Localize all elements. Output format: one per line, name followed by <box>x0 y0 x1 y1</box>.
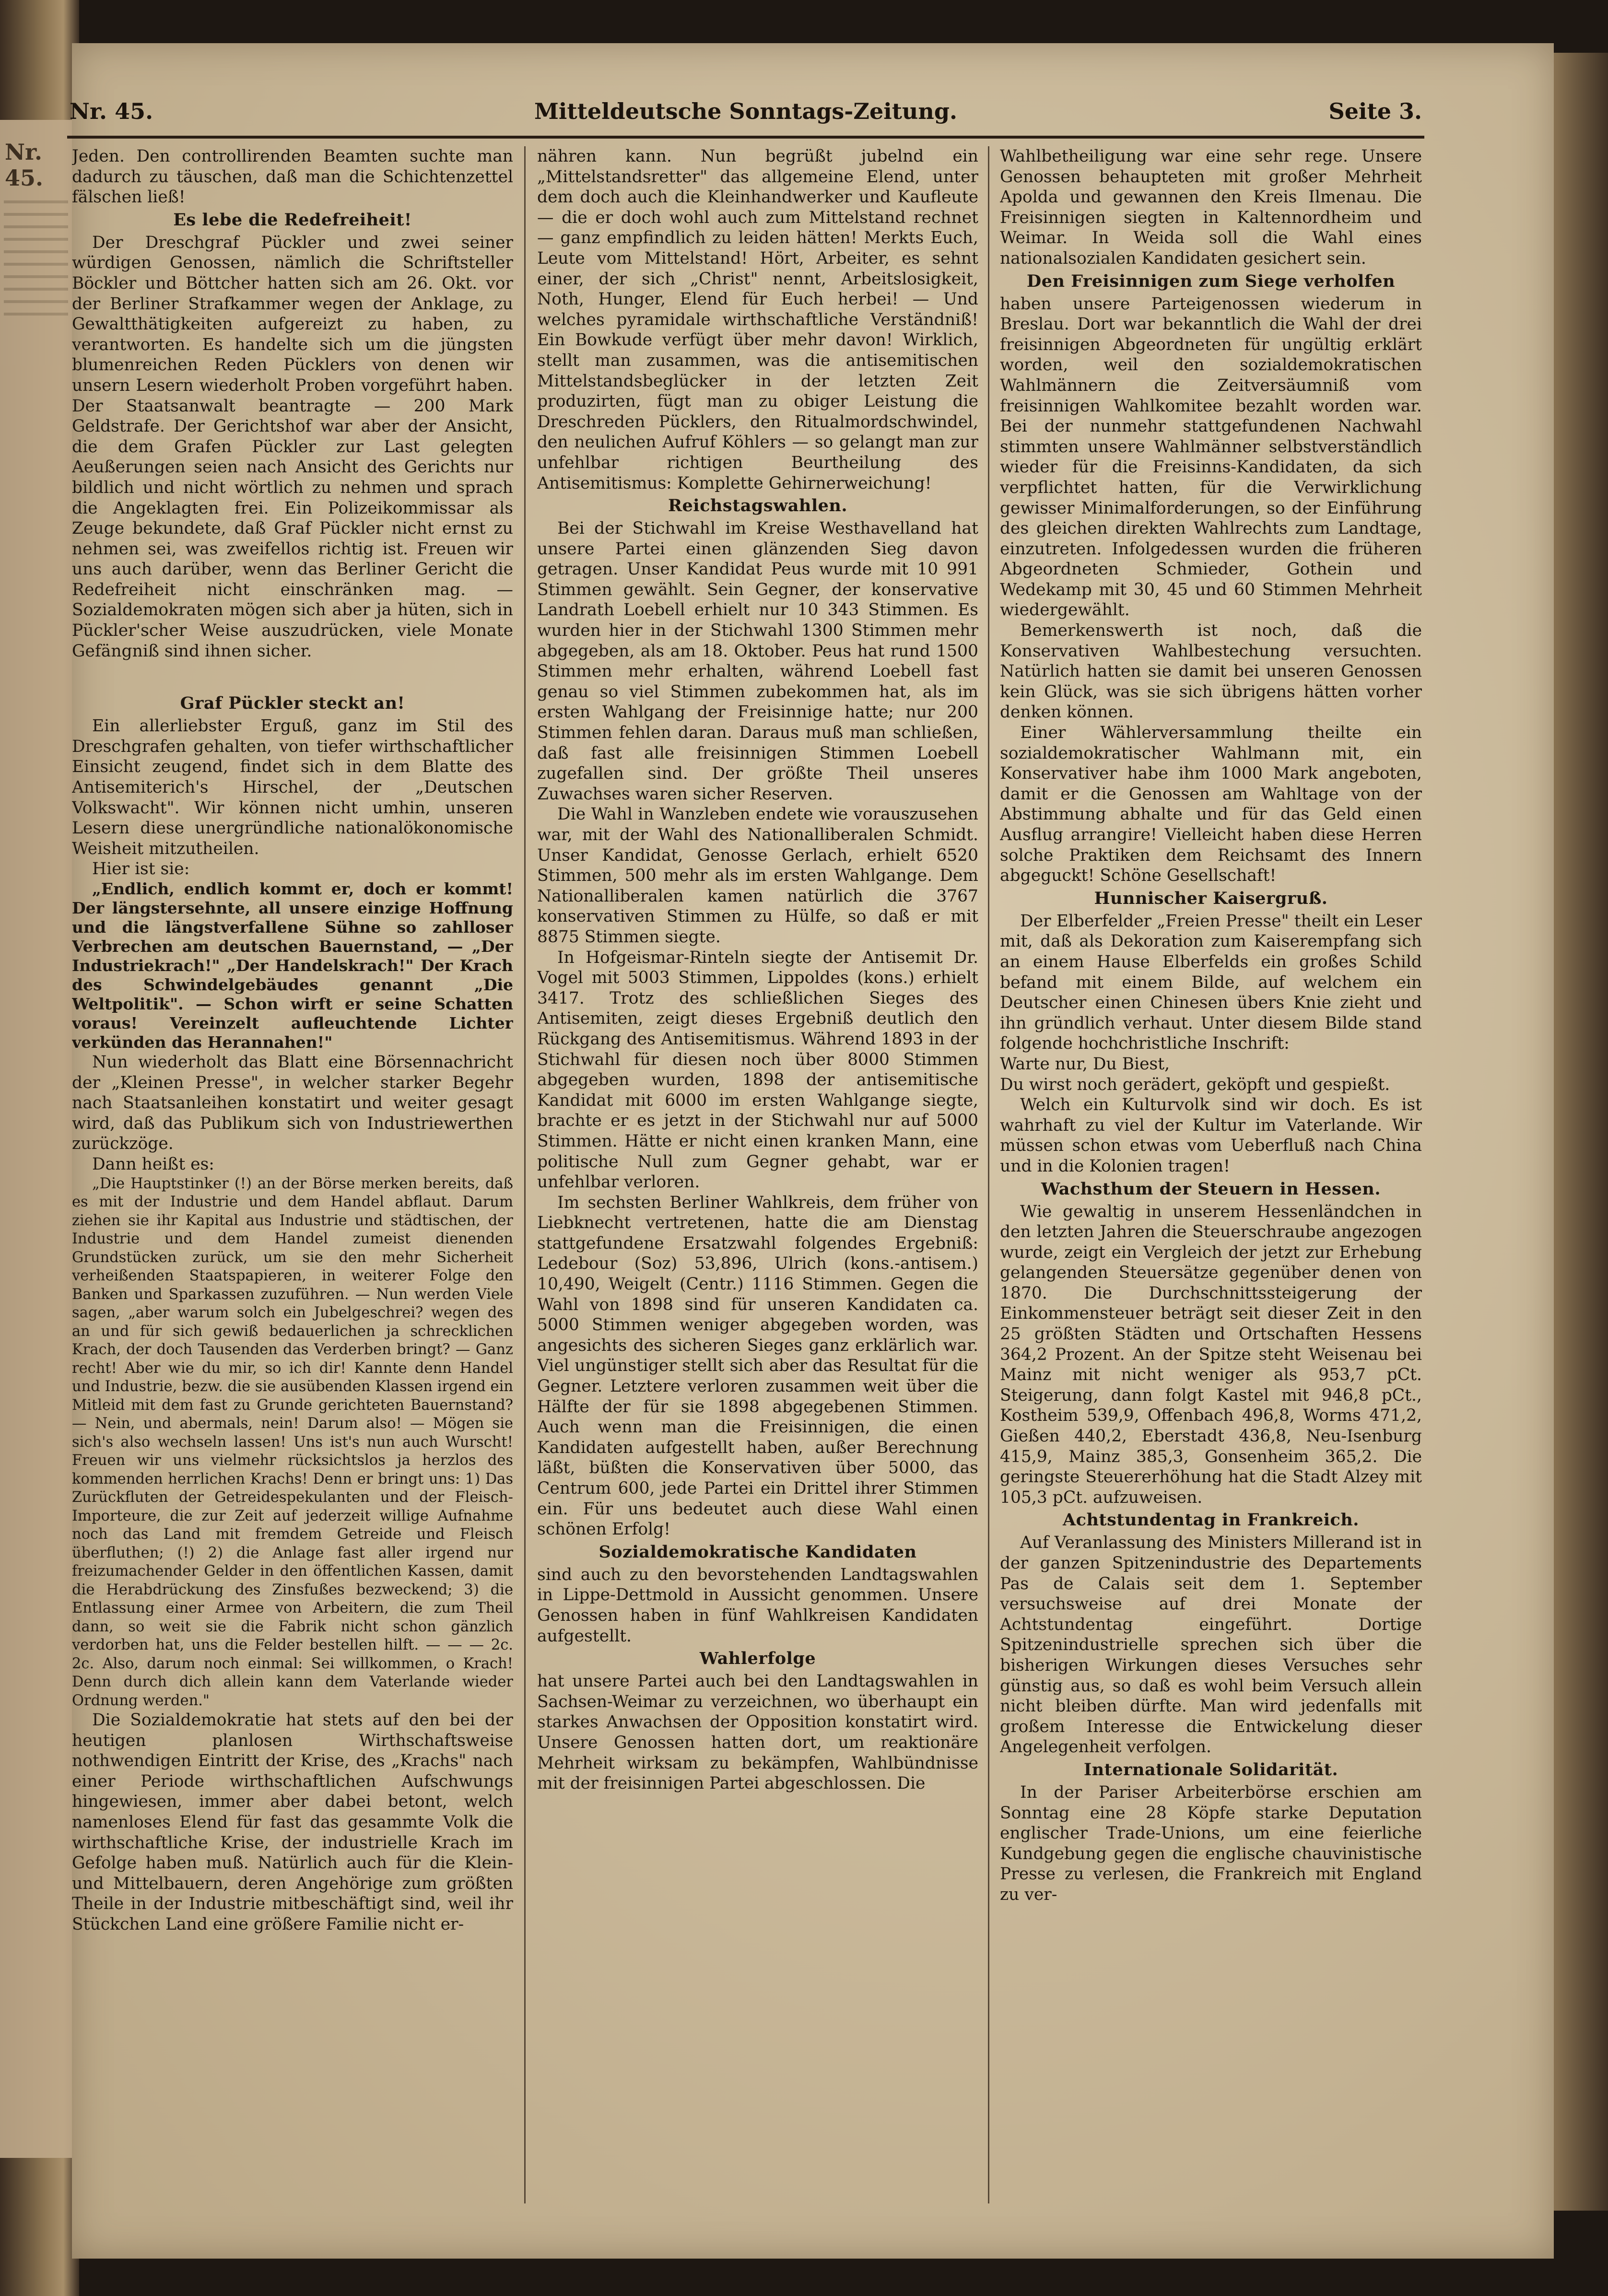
headline-achtstundentag: Achtstundentag in Frankreich. <box>1063 1510 1359 1530</box>
previous-page-edge <box>0 120 72 2158</box>
page-stack-edge <box>1553 53 1608 2211</box>
column-3 <box>1000 146 1422 2218</box>
column-1 <box>72 146 513 2218</box>
inscription-line: Warte nur, Du Biest, <box>1000 1054 1170 1074</box>
article-continuation: Jeden. Den controllirenden Beamten suchte man dadurch zu täuschen, daß man die Schichtenzettel fälschen ließ! <box>72 147 513 207</box>
column-rule-1 <box>524 146 526 2203</box>
page-number: Seite 3. <box>1328 98 1422 124</box>
column-2 <box>537 146 978 2218</box>
article-paragraph: Der Elberfelder „Freien Presse" theilt ein Leser mit, daß als Dekoration zum Kaiserempfang sich an einem Hause Elberfelds ein großes Schild befand mit einem Bilde, auf welchem ein Deutscher einen Chinesen übers Knie zieht und ihn gründlich verhaut. Unter diesem Bilde stand folgende hochchristliche Inschrift: <box>1000 911 1422 1054</box>
article-paragraph: Ein allerliebster Erguß, ganz im Stil des Dreschgrafen gehalten, von tiefer wirthschaftlicher Einsicht zeugend, findet sich in dem Blatte des Antisemiterich's Hirschel, der „Deutschen Volkswacht". Wir können nicht umhin, unseren Lesern diese unergründliche nationalökonomische Weisheit mitzutheilen. <box>72 716 513 858</box>
article-continuation: nähren kann. Nun begrüßt jubelnd ein „Mittelstandsretter" das allgemeine Elend, unter dem doch auch die Kleinhandwerker und Kaufleute — die er doch wohl auch zum Mittelstand rechnet — ganz empfindlich zu leiden hätten! Merkts Euch, Leute vom Mittelstand! Hört, Arbeiter, es sehnt einer, der sich „Christ" nennt, Arbeitslosigkeit, Noth, Hunger, Elend für Euch herbei! — Und welches pyramidale wirthschaftliche Verständniß! Ein Bowkude verfügt über mehr davon! Wirklich, stellt man zusammen, was die antisemitischen Mittelstandsbeglücker in der letzten Zeit produzirten, fügt man zu obiger Leistung die Dreschreden Pücklers, den Ritualmordschwindel, den neulichen Aufruf Köhlers — so gelangt man zur unfehlbar richtigen Beurtheilung des Antisemitismus: Komplette Gehirnerweichung! <box>537 147 978 493</box>
headline-reichstagswahlen: Reichstagswahlen. <box>668 496 848 516</box>
article-paragraph: hat unsere Partei auch bei den Landtagswahlen in Sachsen-Weimar zu verzeichnen, wo überhaupt ein starkes Anwachsen der Opposition konstatirt wird. Unsere Genossen hatten dort, um reaktionäre Mehrheit wirksam zu bekämpfen, Wahlbündnisse mit der freisinnigen Partei abgeschlossen. Die <box>537 1672 978 1793</box>
article-paragraph: sind auch zu den bevorstehenden Landtagswahlen in Lippe-Dettmold in Aussicht genommen. Unsere Genossen haben in fünf Wahlkreisen Kandidaten aufgestellt. <box>537 1565 978 1646</box>
newspaper-title: Mitteldeutsche Sonntags-Zeitung. <box>534 98 958 124</box>
article-paragraph: Bemerkenswerth ist noch, daß die Konservativen Wahlbestechung versuchten. Natürlich hatten sie damit bei unseren Genossen kein Glück, was sie sich übrigens hätten vorher denken können. <box>1000 621 1422 722</box>
article-paragraph: Bei der Stichwahl im Kreise Westhavelland hat unsere Partei einen glänzenden Sieg davon getragen. Unser Kandidat Peus wurde mit 10 991 Stimmen gewählt. Sein Gegner, der konservative Landrath Loebell erhielt nur 10 343 Stimmen. Es wurden hier in der Stichwahl 1300 Stimmen mehr abgegeben, als am 18. Oktober. Peus hat rund 1500 Stimmen mehr erhalten, während Loebell fast genau so viel Stimmen zubekommen hat, als im ersten Wahlgang der Freisinnige hatte; nur 200 Stimmen fehlen daran. Daraus muß man schließen, daß fast alle freisinnigen Stimmen Loebell zugefallen sind. Der größte Theil unseres Zuwachses waren sicher Reserven. <box>537 519 978 804</box>
previous-page-header: Nr. 45. <box>5 139 44 191</box>
article-paragraph: Dann heißt es: <box>92 1154 214 1174</box>
article-continuation: Wahlbetheiligung war eine sehr rege. Unsere Genossen behaupteten mit großer Mehrheit Apolda und gewannen den Kreis Ilmenau. Die Freisinnigen siegten in Kaltennordheim und Weimar. In Weida soll die Wahl eines nationalsozialen Kandidaten gesichert sein. <box>1000 147 1422 268</box>
article-paragraph: Die Wahl in Wanzleben endete wie vorauszusehen war, mit der Wahl des Nationalliberalen Schmidt. Unser Kandidat, Genosse Gerlach, erhielt 6520 Stimmen, 500 mehr als im ersten Wahlgange. Dem Nationalliberalen kamen natürlich die 3767 konservativen Stimmen zu Hülfe, so daß er mit 8875 Stimmen siegte. <box>537 805 978 947</box>
quotation: „Endlich, endlich kommt er, doch er kommt! Der längstersehnte, all unsere einzige Hoffnung und die längstverfallene Sühne so zahlloser Verbrechen am deutschen Bauernstand, — „Der Industriekrach!" „Der Handelskrach!" Der Krach des Schwindelgebäudes genannt „Die Weltpolitik". — Schon wirft er seine Schatten voraus! Vereinzelt aufleuchtende Lichter verkünden das Herannahen!" <box>72 879 513 1052</box>
headline-solidaritaet: Internationale Solidarität. <box>1083 1759 1338 1780</box>
article-paragraph: In Hofgeismar-Rinteln siegte der Antisemit Dr. Vogel mit 5003 Stimmen, Lippoldes (kons.) erhielt 3417. Trotz des schließlichen Sieges des Antisemiten, zeigt dieses Ergebniß deutlich den Rückgang des Antisemitismus. Während 1893 in der Stichwahl für diesen noch über 8000 Stimmen abgegeben wurden, 1898 der antisemitische Kandidat mit 6000 im ersten Wahlgange siegte, brachte er es jetzt in der Stichwahl nur auf 5000 Stimmen. Hätte er nicht einen kranken Mann, eine politische Null zum Gegner gehabt, war er unfehlbar verloren. <box>537 948 978 1192</box>
article-paragraph: Nun wiederholt das Blatt eine Börsennachricht der „Kleinen Presse", in welcher starker Begehr nach Staatsanleihen konstatirt und weiter gesagt wird, daß das Publikum sich von Industriewerthen zurückzöge. <box>72 1053 513 1154</box>
headline-kandidaten: Sozialdemokratische Kandidaten <box>599 1542 917 1562</box>
quotation: „Die Hauptstinker (!) an der Börse merken bereits, daß es mit der Industrie und dem Handel abflaut. Darum ziehen sie ihr Kapital aus Industrie und städtischen, der Industrie und dem Handel zumeist dienenden Grundstücken zurück, um sie den mehr Sicherheit verheißenden Staatspapieren, in weiterer Folge den Banken und Sparkassen zuzuführen. — Nun werden Viele sagen, „aber warum solch ein Jubelgeschrei? wegen des an und für sich gewiß bedauerlichen ja schrecklichen Krach, der doch Tausenden das Verderben bringt? — Ganz recht! Aber wie du mir, so ich dir! Kannte denn Handel und Industrie, bezw. die sie ausübenden Klassen irgend ein Mitleid mit dem fast zu Grunde gerichteten Bauernstand? — Nein, und abermals, nein! Darum also! — Mögen sie sich's also wechseln lassen! Uns ist's nun auch Wurscht! Freuen wir uns vielmehr rücksichtslos ja herzlos des kommenden herrlichen Krachs! Denn er bringt uns: 1) Das Zurückfluten der Getreidespekulanten und der Fleisch-Importeure, die zur Zeit auf jederzeit willige Aufnahme noch das Land mit fremdem Getreide und Fleisch überfluthen; (!) 2) die Anlage fast aller irgend nur freizumachender Gelder in den öffentlichen Kassen, damit die Herabdrückung des Zinsfußes bezweckend; 3) die Entlassung einer Armee von Arbeitern, die zum Theil dann, so weit sie die Fabrik nicht schon gänzlich verdorben hat, uns die Felder bestellen hilft. — — — 2c. 2c. Also, darum noch einmal: Sei willkommen, o Krach! Denn durch dich allein kann dem Vaterlande wieder Ordnung werden." <box>72 1175 513 1709</box>
headline-wahlerfolge: Wahlerfolge <box>699 1649 816 1669</box>
headline-pueckler: Graf Pückler steckt an! <box>180 693 405 714</box>
headline-steuern-hessen: Wachsthum der Steuern in Hessen. <box>1041 1179 1381 1199</box>
inscription-line: Du wirst noch gerädert, geköpft und gespießt. <box>1000 1075 1390 1094</box>
headline-redefreiheit: Es lebe die Redefreiheit! <box>173 210 412 230</box>
article-paragraph: Auf Veranlassung des Ministers Millerand ist in der ganzen Spitzenindustrie des Departements Pas de Calais seit dem 1. September versuchsweise auf drei Monate der Achtstundentag eingeführt. Dortige Spitzenindustrielle sprechen sich über die bisherigen Wirkungen dieses Versuches sehr günstig aus, so daß es wohl beim Versuch allein nicht bleiben dürfte. Man wird jedenfalls mit großem Interesse die Entwickelung dieser Angelegenheit verfolgen. <box>1000 1533 1422 1757</box>
article-paragraph: Hier ist sie: <box>92 859 190 879</box>
article-paragraph: Wie gewaltig in unserem Hessenländchen in den letzten Jahren die Steuerschraube angezogen wurde, zeigt ein Vergleich der jetzt zur Erhebung gelangenden Steuersätze gegenüber denen von 1870. Die Durchschnittssteigerung der Einkommensteuer beträgt seit dieser Zeit in den 25 größten Städten und Ortschaften Hessens 364,2 Prozent. An der Spitze steht Weisenau bei Mainz mit nicht weniger als 953,7 pCt. Steigerung, dann folgt Kastel mit 946,8 pCt., Kostheim 539,9, Offenbach 496,8, Worms 471,2, Gießen 440,2, Eberstadt 436,8, Neu-Isenburg 415,9, Mainz 385,3, Gonsenheim 365,2. Die geringste Steuererhöhung hat die Stadt Alzey mit 105,3 pCt. aufzuweisen. <box>1000 1202 1422 1507</box>
article-paragraph: Die Sozialdemokratie hat stets auf den bei der heutigen planlosen Wirthschaftsweise nothwendigen Eintritt der Krise, des „Krachs" nach einer Periode wirthschaftlichen Aufschwungs hingewiesen, immer aber dabei betont, welch namenloses Elend für fast das gesammte Volk die wirthschaftliche Krise, der industrielle Krach im Gefolge haben muß. Natürlich auch für die Klein- und Mittelbauern, deren Angehörige zum größten Theile in der Industrie mitbeschäftigt sind, weil ihr Stückchen Land eine größere Familie nicht er- <box>72 1710 513 1934</box>
header-rule <box>67 136 1424 139</box>
article-paragraph: Einer Wählerversammlung theilte ein sozialdemokratischer Wahlmann mit, ein Konservativer habe ihm 1000 Mark angeboten, damit er die Genossen am Wahltage von der Abstimmung abhalte und für das Geld einen Ausflug arrangire! Vielleicht haben diese Herren solche Praktiken dem Reichsamt des Innern abgeguckt! Schöne Gesellschaft! <box>1000 723 1422 886</box>
article-paragraph: In der Pariser Arbeiterbörse erschien am Sonntag eine 28 Köpfe starke Deputation englischer Trade-Unions, um eine feierliche Kundgebung gegen die englische chauvinistische Presse zu verlesen, die Frankreich mit England zu ver- <box>1000 1782 1422 1904</box>
article-paragraph: haben unsere Parteigenossen wiederum in Breslau. Dort war bekanntlich die Wahl der drei freisinnigen Abgeordneten für ungültig erklärt worden, weil den sozialdemokratischen Wahlmännern die Zeitversäumniß vom freisinnigen Wahlkomitee bezahlt worden war. Bei der nunmehr stattgefundenen Nachwahl stimmten unsere Wahlmänner selbstverständlich wieder für die Freisinns-Kandidaten, da sich verpflichtet hatten, für die Verwirklichung gewisser Minimalforderungen, so der Einführung des gleichen direkten Wahlrechts zum Landtage, einzutreten. Infolgedessen wurden die früheren Abgeordneten Schmieder, Gothein und Wedekamp mit 30, 45 und 60 Stimmen Mehrheit wiedergewählt. <box>1000 294 1422 620</box>
headline-kaisergruss: Hunnischer Kaisergruß. <box>1094 888 1328 908</box>
headline-freisinnige: Den Freisinnigen zum Siege verholfen <box>1026 271 1396 291</box>
article-paragraph: Welch ein Kulturvolk sind wir doch. Es ist wahrhaft zu viel der Kultur im Vaterlande. Wir müssen schon etwas vom Ueberfluß nach China und in die Kolonien tragen! <box>1000 1095 1422 1176</box>
page-header <box>70 98 1422 132</box>
issue-number: Nr. 45. <box>70 98 153 124</box>
column-rule-2 <box>988 146 989 2203</box>
article-paragraph: Der Dreschgraf Pückler und zwei seiner würdigen Genossen, nämlich die Schriftsteller Böckler und Böttcher hatten sich am 26. Okt. vor der Berliner Strafkammer wegen der Anklage, zu Gewaltthätigkeiten aufgereizt zu haben, zu verantworten. Es handelte sich um die jüngsten blumenreichen Reden Pücklers von denen wir unsern Lesern wiederholt Proben vorgeführt haben. Der Staatsanwalt beantragte — 200 Mark Geldstrafe. Der Gerichtshof war aber der Ansicht, die dem Grafen Pückler zur Last gelegten Aeußerungen seien nach Ansicht des Gerichts nur bildlich und nicht wörtlich zu nehmen und sprach die Angeklagten frei. Ein Polizeikommissar als Zeuge bekundete, daß Graf Pückler nicht ernst zu nehmen sei, was zweifellos richtig ist. Freuen wir uns auch darüber, wenn das Berliner Gericht die Redefreiheit nicht einschränken mag. — Sozialdemokraten mögen sich aber ja hüten, sich in Pückler'scher Weise auszudrücken, viele Monate Gefängniß sind ihnen sicher. <box>72 233 513 661</box>
article-paragraph: Im sechsten Berliner Wahlkreis, dem früher von Liebknecht vertretenen, hatte die am Dienstag stattgefundene Ersatzwahl folgendes Ergebniß: Ledebour (Soz) 53,896, Ulrich (kons.-antisem.) 10,490, Weigelt (Centr.) 1116 Stimmen. Gegen die Wahl von 1898 sind für unseren Kandidaten ca. 5000 Stimmen weniger abgegeben worden, was angesichts des sicheren Sieges ganz erklärlich war. Viel ungünstiger stellt sich aber das Resultat für die Gegner. Letztere verloren zusammen weit über die Hälfte der für sie 1898 abgegebenen Stimmen. Auch wenn man die Freisinnigen, die einen Kandidaten aufgestellt haben, außer Berechnung läßt, büßten die Konservativen über 5000, das Centrum 600, jede Partei ein Drittel ihrer Stimmen ein. Für uns bedeutet auch diese Wahl einen schönen Erfolg! <box>537 1193 978 1539</box>
